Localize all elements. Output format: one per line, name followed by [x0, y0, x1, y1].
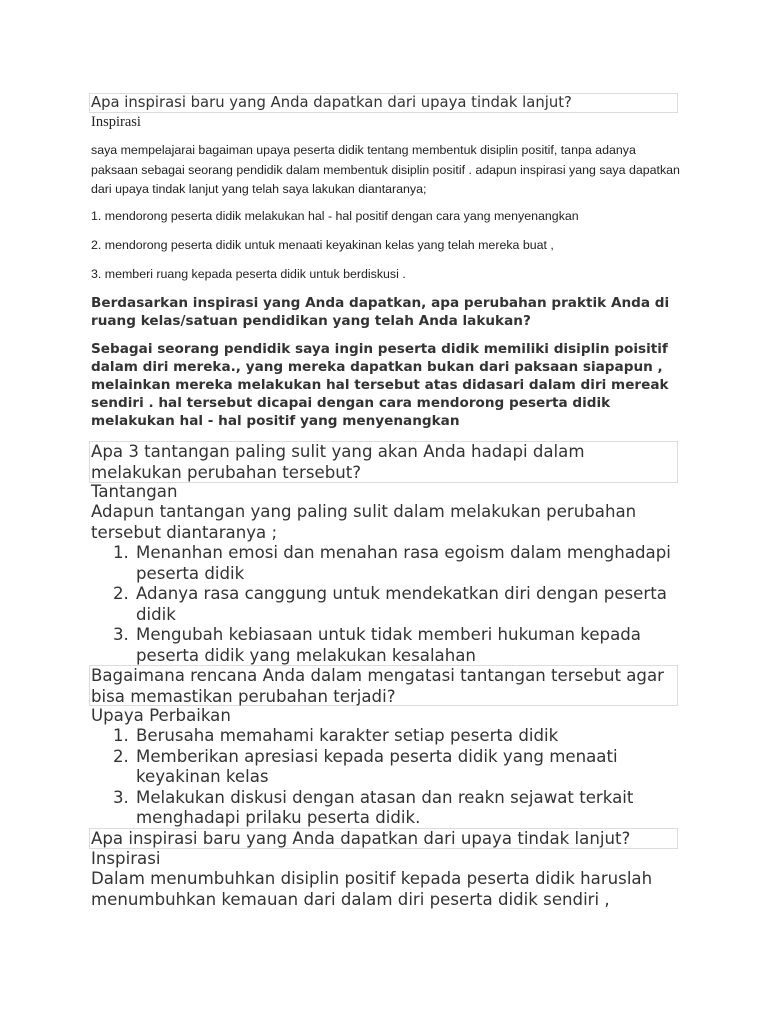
list-item: 1. Berusaha memahami karakter setiap peserta didik — [113, 726, 559, 745]
section-2-answer: Sebagai seorang pendidik saya ingin peserta didik memiliki disiplin poisitif dalam diri mereka., yang mereka dapatkan bukan dari paksaan siapapun , melainkan mereka melakukan hal tersebut atas didasari dalam diri mereak sendiri . hal tersebut dicapai dengan cara mendorong peserta didik melakukan hal - hal positif yang menyenangkan — [91, 341, 669, 429]
section-5-label: Inspirasi — [91, 849, 161, 868]
question-4-box — [89, 665, 678, 706]
section-1-item-1: 1. mendorong peserta didik melakukan hal - hal positif dengan cara yang menyenangkan — [91, 209, 579, 223]
section-2-question: Berdasarkan inspirasi yang Anda dapatkan, apa perubahan praktik Anda di ruang kelas/satuan pendidikan yang telah Anda lakukan? — [91, 295, 670, 329]
question-5: Apa inspirasi baru yang Anda dapatkan dari upaya tindak lanjut? — [91, 829, 631, 848]
section-3-label: Tantangan — [91, 482, 178, 501]
section-5-paragraph: Dalam menumbuhkan disiplin positif kepada peserta didik haruslah menumbuhkan kemauan dari dalam diri peserta didik sendiri , — [91, 869, 653, 909]
section-3-list — [91, 543, 681, 666]
section-1-item-2: 2. mendorong peserta didik untuk menaati keyakinan kelas yang telah mereka buat , — [91, 238, 554, 252]
section-3-intro: Adapun tantangan yang paling sulit dalam melakukan perubahan tersebut diantaranya ; — [91, 502, 637, 542]
question-3-box — [89, 441, 678, 483]
question-3: Apa 3 tantangan paling sulit yang akan Anda hadapi dalam melakukan perubahan tersebut? — [91, 442, 585, 482]
section-1-paragraph: saya mempelajarai bagaiman upaya peserta didik tentang membentuk disiplin positif, tanpa adanya paksaan sebagai seorang pendidik dalam membentuk disiplin positif . adapun inspirasi yang saya dapatkan dari upaya tindak lanjut yang telah saya lakukan diantaranya; — [91, 143, 680, 196]
list-item: 3. Mengubah kebiasaan untuk tidak memberi hukuman kepada peserta didik yang melakukan kesalahan — [113, 625, 641, 665]
list-item: 2. Memberikan apresiasi kepada peserta didik yang menaati keyakinan kelas — [113, 746, 618, 786]
question-5-box — [89, 828, 678, 849]
question-4: Bagaimana rencana Anda dalam mengatasi tantangan tersebut agar bisa memastikan perubahan terjadi? — [91, 666, 664, 706]
question-1-box — [89, 93, 678, 113]
section-1-item-3: 3. memberi ruang kepada peserta didik untuk berdiskusi . — [91, 267, 406, 281]
list-item: 1. Menanhan emosi dan menahan rasa egoism dalam menghadapi peserta didik — [113, 543, 671, 583]
list-item: 3. Melakukan diskusi dengan atasan dan reakn sejawat terkait menghadapi prilaku peserta didik. — [113, 787, 634, 827]
list-item: 2. Adanya rasa canggung untuk mendekatkan diri dengan peserta didik — [113, 584, 667, 624]
section-4-list — [91, 726, 681, 829]
section-1-label: Inspirasi — [91, 114, 141, 130]
section-4-label: Upaya Perbaikan — [91, 706, 231, 725]
question-1: Apa inspirasi baru yang Anda dapatkan dari upaya tindak lanjut? — [91, 94, 572, 111]
